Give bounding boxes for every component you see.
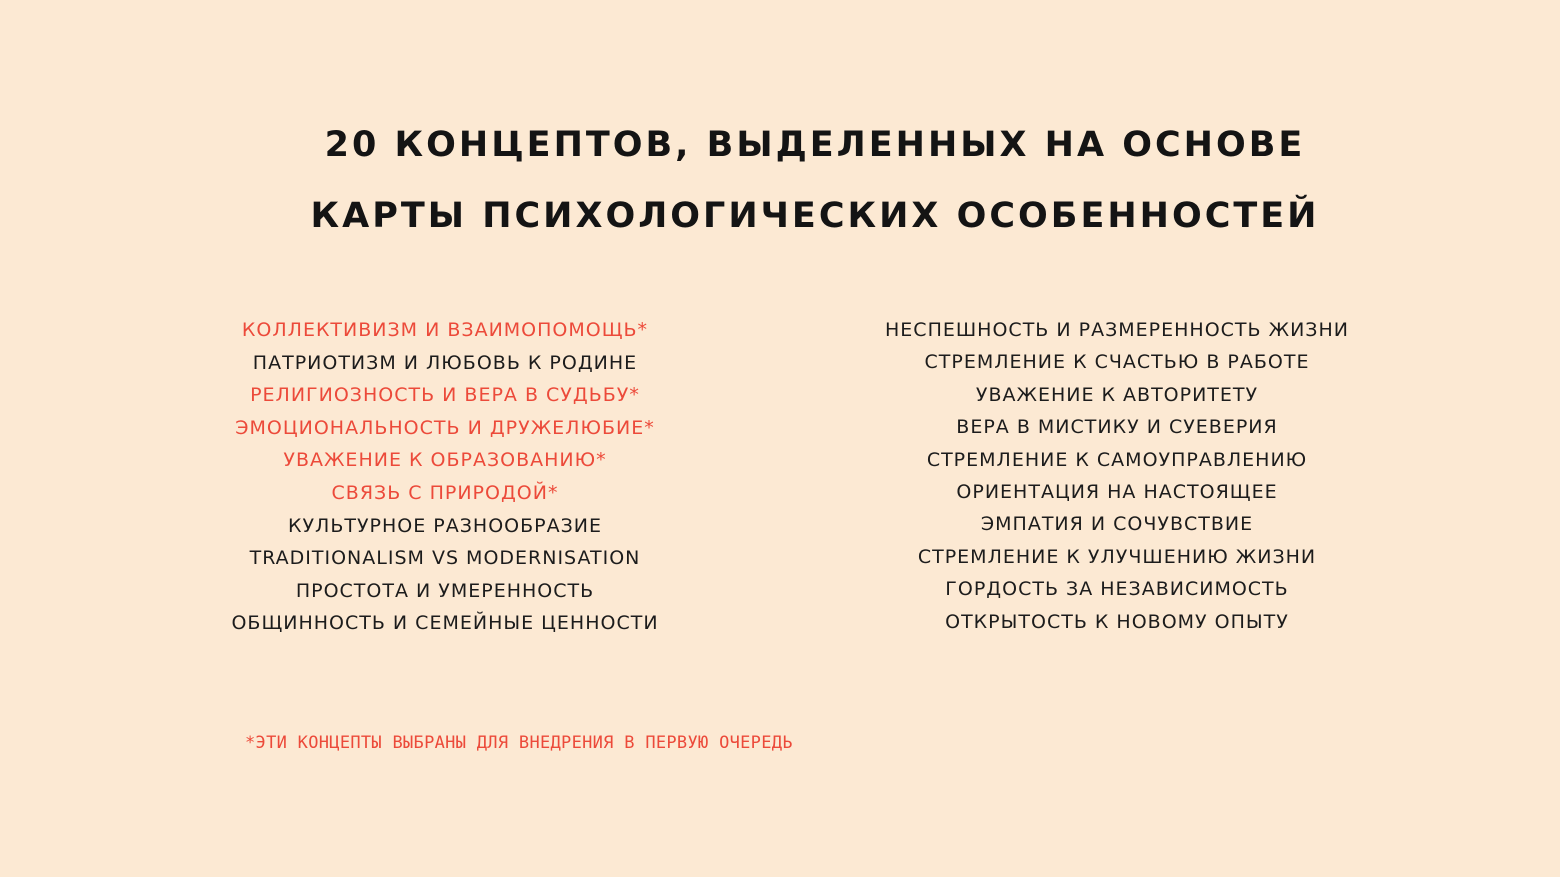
concept-item: ОРИЕНТАЦИЯ НА НАСТОЯЩЕЕ (956, 480, 1278, 503)
slide-title-line-1: 20 КОНЦЕПТОВ, ВЫДЕЛЕННЫХ НА ОСНОВЕ (324, 125, 1306, 165)
footnote: *ЭТИ КОНЦЕПТЫ ВЫБРАНЫ ДЛЯ ВНЕДРЕНИЯ В ПЕРВУЮ ОЧЕРЕДЬ (245, 733, 793, 753)
concept-item: КОЛЛЕКТИВИЗМ И ВЗАИМОПОМОЩЬ* (241, 319, 649, 341)
slide-title-line-2: КАРТЫ ПСИХОЛОГИЧЕСКИХ ОСОБЕННОСТЕЙ (310, 196, 1320, 236)
concept-item: ВЕРА В МИСТИКУ И СУЕВЕРИЯ (956, 416, 1278, 439)
concept-item: СВЯЗЬ С ПРИРОДОЙ* (331, 481, 559, 504)
concept-item: РЕЛИГИОЗНОСТЬ И ВЕРА В СУДЬБУ* (250, 384, 640, 407)
concept-item: ГОРДОСТЬ ЗА НЕЗАВИСИМОСТЬ (945, 578, 1289, 601)
concept-item: УВАЖЕНИЕ К АВТОРИТЕТУ (975, 383, 1259, 406)
concept-item: ПАТРИОТИЗМ И ЛЮБОВЬ К РОДИНЕ (252, 351, 638, 374)
concept-item: ЭМПАТИЯ И СОЧУВСТВИЕ (980, 513, 1254, 536)
concept-item: ПРОСТОТА И УМЕРЕННОСТЬ (295, 579, 595, 602)
concept-item: СТРЕМЛЕНИЕ К СЧАСТЬЮ В РАБОТЕ (924, 351, 1310, 374)
concept-item: СТРЕМЛЕНИЕ К САМОУПРАВЛЕНИЮ (926, 448, 1308, 471)
concepts-left-column (180, 314, 710, 640)
concept-item: ОБЩИННОСТЬ И СЕМЕЙНЫЕ ЦЕННОСТИ (231, 612, 659, 635)
concept-item: TRADITIONALISM VS MODERNISATION (249, 547, 641, 570)
concept-item: НЕСПЕШНОСТЬ И РАЗМЕРЕННОСТЬ ЖИЗНИ (885, 319, 1349, 341)
concept-item: КУЛЬТУРНОЕ РАЗНООБРАЗИЕ (287, 514, 603, 537)
concepts-right-column (842, 314, 1392, 638)
concept-item: УВАЖЕНИЕ К ОБРАЗОВАНИЮ* (283, 449, 607, 472)
concept-item: ОТКРЫТОСТЬ К НОВОМУ ОПЫТУ (945, 610, 1289, 633)
concept-item: СТРЕМЛЕНИЕ К УЛУЧШЕНИЮ ЖИЗНИ (917, 545, 1317, 568)
concept-item: ЭМОЦИОНАЛЬНОСТЬ И ДРУЖЕЛЮБИЕ* (235, 416, 655, 439)
